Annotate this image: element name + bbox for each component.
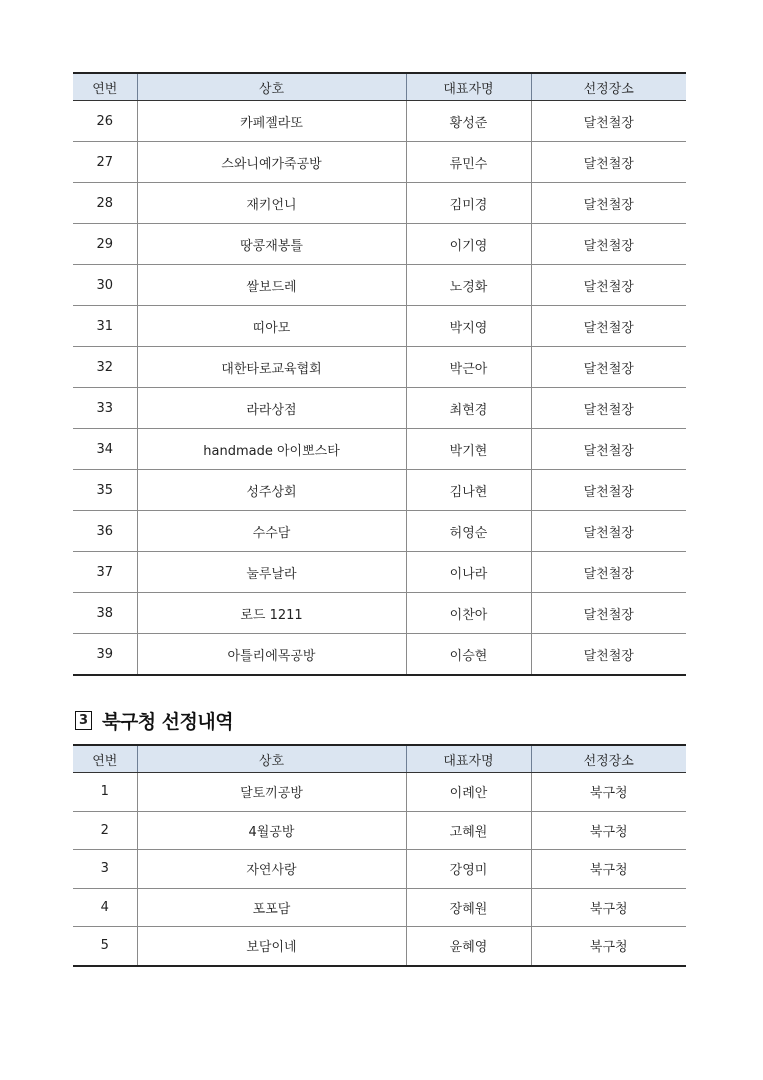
cell-no: 38: [73, 593, 137, 634]
cell-shop: 대한타로교육협회: [137, 347, 406, 388]
cell-place: 달천철장: [531, 511, 686, 552]
cell-no: 37: [73, 552, 137, 593]
section-number-box: 3: [75, 711, 92, 730]
table-row: [73, 265, 686, 306]
cell-place: 달천철장: [531, 265, 686, 306]
cell-place: 달천철장: [531, 224, 686, 265]
cell-representative: 노경화: [406, 265, 531, 306]
cell-no: 28: [73, 183, 137, 224]
header-place: 선정장소: [531, 73, 686, 101]
table-row: [73, 347, 686, 388]
header-representative: 대표자명: [406, 745, 531, 773]
table-row: [73, 224, 686, 265]
cell-no: 29: [73, 224, 137, 265]
cell-no: 3: [73, 850, 137, 889]
cell-shop: 눌루날라: [137, 552, 406, 593]
table-row: [73, 429, 686, 470]
cell-shop: 쌀보드레: [137, 265, 406, 306]
cell-shop: 라라상점: [137, 388, 406, 429]
header-shop: 상호: [137, 73, 406, 101]
cell-representative: 고혜원: [406, 811, 531, 850]
header-shop: 상호: [137, 745, 406, 773]
cell-shop: 4월공방: [137, 811, 406, 850]
cell-no: 39: [73, 634, 137, 676]
cell-place: 달천철장: [531, 183, 686, 224]
cell-shop: 수수담: [137, 511, 406, 552]
cell-place: 달천철장: [531, 306, 686, 347]
cell-representative: 박지영: [406, 306, 531, 347]
table-row: [73, 850, 686, 889]
cell-place: 달천철장: [531, 347, 686, 388]
header-no: 연번: [73, 73, 137, 101]
cell-place: 북구청: [531, 888, 686, 927]
table-row: [73, 142, 686, 183]
cell-shop: 스와니예가죽공방: [137, 142, 406, 183]
cell-place: 북구청: [531, 850, 686, 889]
cell-representative: 장혜원: [406, 888, 531, 927]
cell-place: 달천철장: [531, 593, 686, 634]
cell-shop: 로드 1211: [137, 593, 406, 634]
cell-place: 달천철장: [531, 634, 686, 676]
selection-table-dalcheon: [73, 72, 686, 676]
cell-no: 1: [73, 773, 137, 812]
cell-place: 달천철장: [531, 552, 686, 593]
cell-shop: 자연사랑: [137, 850, 406, 889]
table-header-row: [73, 745, 686, 773]
cell-no: 4: [73, 888, 137, 927]
cell-shop: handmade 아이뽀스타: [137, 429, 406, 470]
cell-representative: 최현경: [406, 388, 531, 429]
table-header-row: [73, 73, 686, 101]
table-row: [73, 773, 686, 812]
cell-representative: 강영미: [406, 850, 531, 889]
cell-representative: 김나현: [406, 470, 531, 511]
section-title: 북구청 선정내역: [102, 710, 234, 733]
table-row: [73, 470, 686, 511]
table-row: [73, 888, 686, 927]
table-row: [73, 593, 686, 634]
cell-place: 달천철장: [531, 388, 686, 429]
cell-no: 30: [73, 265, 137, 306]
cell-place: 북구청: [531, 927, 686, 966]
cell-no: 33: [73, 388, 137, 429]
table-row: [73, 927, 686, 966]
cell-place: 북구청: [531, 773, 686, 812]
section-3-heading: [75, 707, 233, 733]
cell-representative: 이승현: [406, 634, 531, 676]
cell-representative: 김미경: [406, 183, 531, 224]
table-row: [73, 306, 686, 347]
cell-representative: 윤혜영: [406, 927, 531, 966]
cell-representative: 류민수: [406, 142, 531, 183]
cell-shop: 성주상회: [137, 470, 406, 511]
table-row: [73, 388, 686, 429]
cell-place: 달천철장: [531, 142, 686, 183]
cell-no: 2: [73, 811, 137, 850]
header-representative: 대표자명: [406, 73, 531, 101]
cell-no: 32: [73, 347, 137, 388]
cell-place: 달천철장: [531, 429, 686, 470]
cell-no: 26: [73, 101, 137, 142]
cell-no: 27: [73, 142, 137, 183]
cell-representative: 이나라: [406, 552, 531, 593]
cell-place: 달천철장: [531, 101, 686, 142]
cell-representative: 이례안: [406, 773, 531, 812]
cell-shop: 아틀리에목공방: [137, 634, 406, 676]
cell-representative: 황성준: [406, 101, 531, 142]
cell-place: 북구청: [531, 811, 686, 850]
table-row: [73, 183, 686, 224]
cell-shop: 달토끼공방: [137, 773, 406, 812]
header-no: 연번: [73, 745, 137, 773]
cell-representative: 허영순: [406, 511, 531, 552]
cell-shop: 땅콩재봉틀: [137, 224, 406, 265]
cell-no: 35: [73, 470, 137, 511]
table-row: [73, 101, 686, 142]
cell-representative: 박근아: [406, 347, 531, 388]
selection-table-bukgu: [73, 744, 686, 967]
cell-shop: 카페젤라또: [137, 101, 406, 142]
table-row: [73, 811, 686, 850]
cell-no: 36: [73, 511, 137, 552]
cell-representative: 이기영: [406, 224, 531, 265]
cell-shop: 띠아모: [137, 306, 406, 347]
table-row: [73, 552, 686, 593]
cell-place: 달천철장: [531, 470, 686, 511]
cell-shop: 포포담: [137, 888, 406, 927]
cell-no: 31: [73, 306, 137, 347]
table-row: [73, 634, 686, 676]
cell-representative: 박기현: [406, 429, 531, 470]
cell-shop: 보담이네: [137, 927, 406, 966]
header-place: 선정장소: [531, 745, 686, 773]
cell-shop: 재키언니: [137, 183, 406, 224]
cell-no: 34: [73, 429, 137, 470]
cell-no: 5: [73, 927, 137, 966]
cell-representative: 이찬아: [406, 593, 531, 634]
table-row: [73, 511, 686, 552]
